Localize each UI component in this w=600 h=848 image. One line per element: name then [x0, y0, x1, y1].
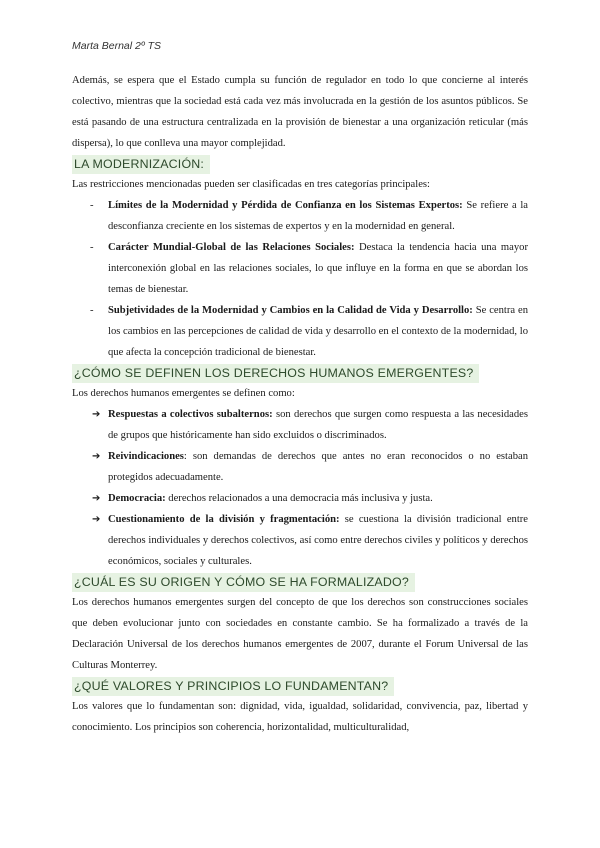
arrow-icon: ➔: [92, 493, 101, 504]
list-item: ➔ Democracia: derechos relacionados a una democracia más inclusiva y justa.: [72, 488, 528, 509]
list-item: ➔ Cuestionamiento de la división y fragmentación: se cuestiona la división tradicional entre derechos individuales y derechos colectivos, así como entre derechos civiles y políticos y derechos económicos, sociales y culturales.: [72, 509, 528, 572]
paragraph-definicion: Los derechos humanos emergentes se definen como:: [72, 388, 295, 399]
list-restricciones: [72, 195, 528, 363]
paragraph-origen: Los derechos humanos emergentes surgen del concepto de que los derechos son construcciones sociales que deben evolucionar junto con sociedades en constante cambio. Se ha formalizado a través de la Declaración Universal de los derechos humanos emergentes de 2007, durante el Forum Universal de las Culturas Monterrey.: [72, 597, 528, 671]
list-item: ➔ Respuestas a colectivos subalternos: son derechos que surgen como respuesta a las necesidades de grupos que históricamente han sido excluidos o discriminados.: [72, 404, 528, 446]
paragraph-intro: Además, se espera que el Estado cumpla su función de regulador en todo lo que concierne al interés colectivo, mientras que la sociedad está cada vez más involucrada en la gestión de los asuntos públicos. Se está pasando de una estructura centralizada en la provisión de bienestar a una organización reticular (más dispersa), lo que conlleva una mayor complejidad.: [72, 75, 528, 149]
arrow-icon: ➔: [92, 409, 101, 420]
heading-valores: ¿QUÉ VALORES Y PRINCIPIOS LO FUNDAMENTAN?: [72, 677, 394, 696]
list-item: - Límites de la Modernidad y Pérdida de Confianza en los Sistemas Expertos: Se refiere a la desconfianza creciente en los sistemas de expertos y en la modernidad en general.: [90, 200, 528, 232]
heading-origen: ¿CUÁL ES SU ORIGEN Y CÓMO SE HA FORMALIZADO?: [72, 573, 415, 592]
list-item: - Carácter Mundial-Global de las Relaciones Sociales: Destaca la tendencia hacia una mayor interconexión global en las relaciones sociales, lo que influye en la forma en que se abordan los temas de bienestar.: [90, 242, 528, 295]
paragraph-restricciones: Las restricciones mencionadas pueden ser clasificadas en tres categorías principales:: [72, 179, 430, 190]
paragraph-valores: Los valores que lo fundamentan son: dignidad, vida, igualdad, solidaridad, convivencia, paz, libertad y conocimiento. Los principios son coherencia, horizontalidad, multiculturalidad,: [72, 701, 528, 733]
list-item: ➔ Reivindicaciones: son demandas de derechos que antes no eran reconocidos o no estaban protegidos adecuadamente.: [72, 446, 528, 488]
list-definiciones: [72, 404, 528, 572]
arrow-icon: ➔: [92, 514, 101, 525]
heading-modernizacion: LA MODERNIZACIÓN:: [72, 155, 210, 174]
list-item: - Subjetividades de la Modernidad y Cambios en la Calidad de Vida y Desarrollo: Se centra en los cambios en las percepciones de calidad de vida y desarrollo en el contexto de la modernidad, lo que afecta la concepción tradicional de bienestar.: [90, 305, 528, 358]
page-header: Marta Bernal 2º TS: [72, 40, 162, 52]
document-body: [72, 70, 528, 738]
heading-definicion: ¿CÓMO SE DEFINEN LOS DERECHOS HUMANOS EMERGENTES?: [72, 364, 479, 383]
arrow-icon: ➔: [92, 451, 101, 462]
